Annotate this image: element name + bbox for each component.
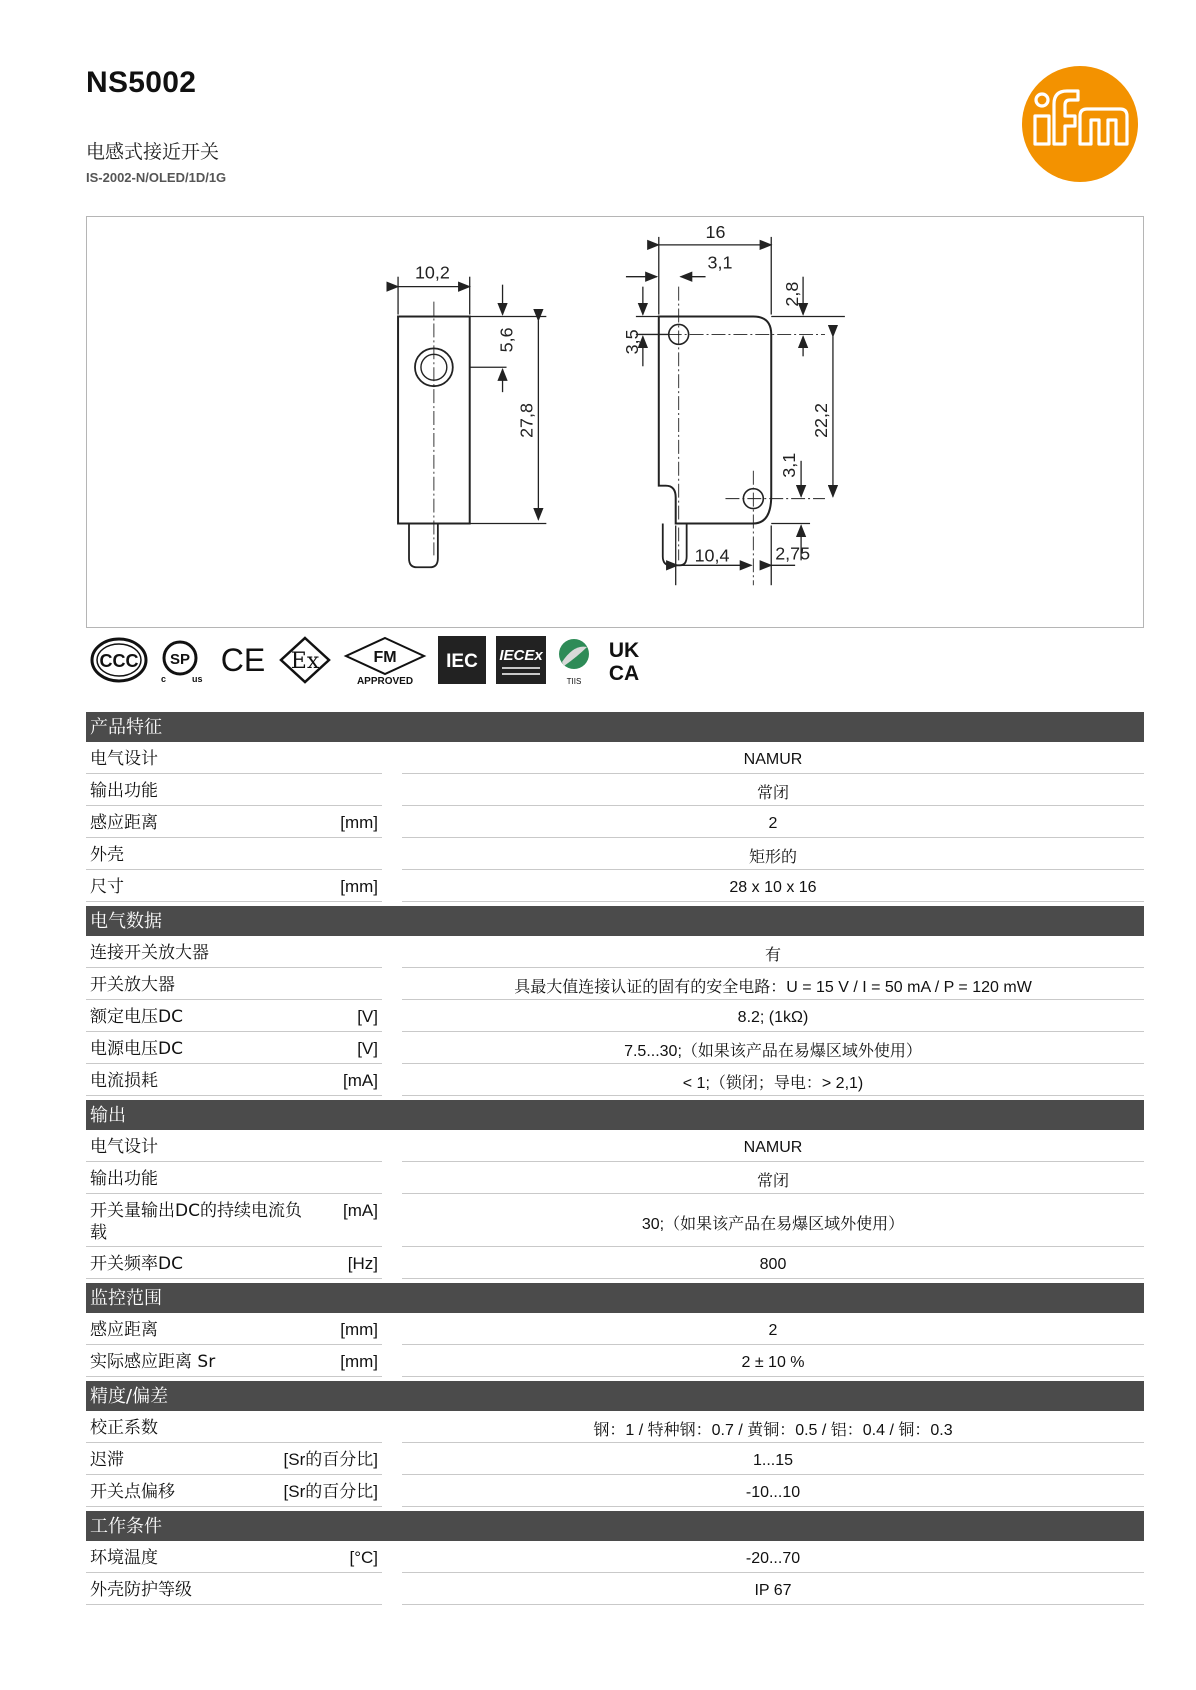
spec-label-cell <box>86 842 382 870</box>
spec-label: 输出功能 <box>90 1169 158 1189</box>
spec-label: 外壳 <box>90 845 124 865</box>
spec-table <box>86 712 1144 1605</box>
spec-unit: [mm] <box>340 1320 378 1339</box>
ce-icon <box>218 636 268 684</box>
svg-text:us: us <box>192 674 203 684</box>
spec-label-cell <box>86 1349 382 1377</box>
spec-label: 开关频率DC <box>90 1254 183 1274</box>
dim-right-bottom: 10,4 <box>694 545 730 566</box>
spec-label-cell <box>86 1317 382 1345</box>
dim-right-width: 16 <box>705 221 726 242</box>
spec-label-cell <box>86 1545 382 1573</box>
spec-row <box>86 746 1144 774</box>
spec-unit: [mm] <box>340 1352 378 1371</box>
section-header: 精度/偏差 <box>86 1381 1144 1411</box>
spec-value: 800 <box>402 1251 1144 1279</box>
dim-right-corner: 2,75 <box>775 543 811 564</box>
spec-label: 迟滞 <box>90 1450 124 1470</box>
spec-label-cell <box>86 1198 382 1247</box>
section-header: 电气数据 <box>86 906 1144 936</box>
spec-label: 电源电压DC <box>90 1039 183 1059</box>
section-header: 工作条件 <box>86 1511 1144 1541</box>
iecex-icon <box>496 636 546 684</box>
spec-label: 环境温度 <box>90 1548 158 1568</box>
spec-label-cell <box>86 1447 382 1475</box>
spec-label: 感应距离 <box>90 1320 158 1340</box>
spec-value: -20...70 <box>402 1545 1144 1573</box>
spec-label: 电气设计 <box>90 1137 158 1157</box>
spec-value: 2 <box>402 810 1144 838</box>
spec-row <box>86 972 1144 1000</box>
spec-unit: [V] <box>357 1039 378 1058</box>
spec-label: 校正系数 <box>90 1418 158 1438</box>
spec-label: 电流损耗 <box>90 1071 158 1091</box>
fm-approved-icon <box>342 634 428 686</box>
dim-right-top: 2,8 <box>782 281 803 307</box>
spec-value: 有 <box>402 940 1144 968</box>
spec-unit: [V] <box>357 1007 378 1026</box>
svg-text:CCC: CCC <box>99 651 139 671</box>
spec-value: 30;（如果该产品在易爆区域外使用） <box>402 1198 1144 1247</box>
spec-label-cell <box>86 1479 382 1507</box>
spec-row <box>86 1166 1144 1194</box>
ifm-logo <box>1020 64 1140 184</box>
spec-label-cell <box>86 778 382 806</box>
spec-label-cell <box>86 972 382 1000</box>
svg-text:CE: CE <box>220 642 266 678</box>
spec-label: 实际感应距离 Sr <box>90 1352 216 1372</box>
svg-text:c: c <box>161 674 167 684</box>
spec-value: 7.5...30;（如果该产品在易爆区域外使用） <box>402 1036 1144 1064</box>
spec-label: 开关量输出DC的持续电流负载 <box>90 1201 302 1243</box>
spec-value: 28 x 10 x 16 <box>402 874 1144 902</box>
svg-text:IECEx: IECEx <box>499 647 543 664</box>
spec-row <box>86 1036 1144 1064</box>
spec-row <box>86 1134 1144 1162</box>
spec-value: 2 ± 10 % <box>402 1349 1144 1377</box>
spec-label: 尺寸 <box>90 877 124 897</box>
spec-label-cell <box>86 1134 382 1162</box>
certification-marks <box>90 632 646 688</box>
spec-row <box>86 1479 1144 1507</box>
spec-label: 电气设计 <box>90 749 158 769</box>
spec-label-cell <box>86 1251 382 1279</box>
spec-label: 输出功能 <box>90 781 158 801</box>
spec-row <box>86 842 1144 870</box>
dim-right-hole-x: 3,1 <box>707 252 733 273</box>
dim-left-height: 27,8 <box>516 403 537 438</box>
spec-value: 具最大值连接认证的固有的安全电路：U = 15 V / I = 50 mA / P = 120 mW <box>402 972 1144 1000</box>
spec-value: < 1;（锁闭；导电：> 2,1) <box>402 1068 1144 1096</box>
spec-row <box>86 1198 1144 1247</box>
spec-value: IP 67 <box>402 1577 1144 1605</box>
spec-label-cell <box>86 1036 382 1064</box>
spec-label: 连接开关放大器 <box>90 943 209 963</box>
csa-icon <box>158 636 208 684</box>
ex-icon <box>278 636 332 684</box>
spec-label-cell <box>86 1577 382 1605</box>
spec-value: NAMUR <box>402 1134 1144 1162</box>
section-header: 输出 <box>86 1100 1144 1130</box>
section-header: 监控范围 <box>86 1283 1144 1313</box>
spec-unit: [Sr的百分比] <box>283 1450 378 1469</box>
spec-row <box>86 1349 1144 1377</box>
ukca-icon <box>602 636 646 684</box>
spec-value: 8.2; (1kΩ) <box>402 1004 1144 1032</box>
svg-text:APPROVED: APPROVED <box>356 676 414 686</box>
dim-right-hole-y: 3,5 <box>621 329 642 355</box>
section-header: 产品特征 <box>86 712 1144 742</box>
spec-unit: [Hz] <box>347 1254 378 1273</box>
spec-label: 额定电压DC <box>90 1007 183 1027</box>
spec-unit: [mA] <box>343 1071 378 1090</box>
spec-unit: [mm] <box>340 813 378 832</box>
iec-icon <box>438 636 486 684</box>
spec-row <box>86 940 1144 968</box>
spec-label-cell <box>86 940 382 968</box>
spec-row <box>86 1251 1144 1279</box>
spec-label-cell <box>86 1004 382 1032</box>
dim-left-offset: 5,6 <box>496 327 517 353</box>
spec-value: 钢：1 / 特种钢：0.7 / 黄铜：0.5 / 铝：0.4 / 铜：0.3 <box>402 1415 1144 1443</box>
dim-left-width: 10,2 <box>414 262 450 283</box>
spec-unit: [Sr的百分比] <box>283 1482 378 1501</box>
spec-value: -10...10 <box>402 1479 1144 1507</box>
svg-text:UK: UK <box>608 639 640 662</box>
spec-label-cell <box>86 1068 382 1096</box>
tiis-icon <box>556 634 592 686</box>
spec-value: 2 <box>402 1317 1144 1345</box>
spec-row <box>86 810 1144 838</box>
spec-row <box>86 778 1144 806</box>
dimension-drawing <box>86 216 1144 628</box>
spec-row <box>86 1004 1144 1032</box>
dim-right-hole2: 3,1 <box>779 452 800 478</box>
spec-label-cell <box>86 874 382 902</box>
ccc-icon <box>90 636 148 684</box>
spec-row <box>86 1447 1144 1475</box>
svg-text:SP: SP <box>169 651 191 668</box>
spec-row <box>86 1068 1144 1096</box>
spec-label: 外壳防护等级 <box>90 1580 192 1600</box>
spec-label: 感应距离 <box>90 813 158 833</box>
spec-label-cell <box>86 1166 382 1194</box>
product-subtitle: 电感式接近开关 <box>86 141 220 163</box>
spec-value: 矩形的 <box>402 842 1144 870</box>
spec-unit: [°C] <box>349 1548 378 1567</box>
spec-unit: [mA] <box>343 1201 378 1220</box>
spec-row <box>86 874 1144 902</box>
spec-value: 常闭 <box>402 778 1144 806</box>
svg-text:CA: CA <box>608 662 640 684</box>
spec-row <box>86 1317 1144 1345</box>
product-title: NS5002 <box>86 66 197 99</box>
spec-row <box>86 1415 1144 1443</box>
spec-label: 开关放大器 <box>90 975 175 995</box>
svg-text:TIIS: TIIS <box>566 677 582 686</box>
spec-value: 1...15 <box>402 1447 1144 1475</box>
dim-right-height: 22,2 <box>810 403 831 438</box>
spec-value: 常闭 <box>402 1166 1144 1194</box>
svg-text:FM: FM <box>373 649 397 666</box>
spec-label: 开关点偏移 <box>90 1482 175 1502</box>
product-code: IS-2002-N/OLED/1D/1G <box>86 170 227 185</box>
spec-label-cell <box>86 746 382 774</box>
spec-row <box>86 1577 1144 1605</box>
spec-unit: [mm] <box>340 877 378 896</box>
spec-value: NAMUR <box>402 746 1144 774</box>
svg-text:Ex: Ex <box>290 649 320 674</box>
spec-row <box>86 1545 1144 1573</box>
spec-label-cell <box>86 1415 382 1443</box>
svg-text:IEC: IEC <box>446 651 478 672</box>
spec-label-cell <box>86 810 382 838</box>
